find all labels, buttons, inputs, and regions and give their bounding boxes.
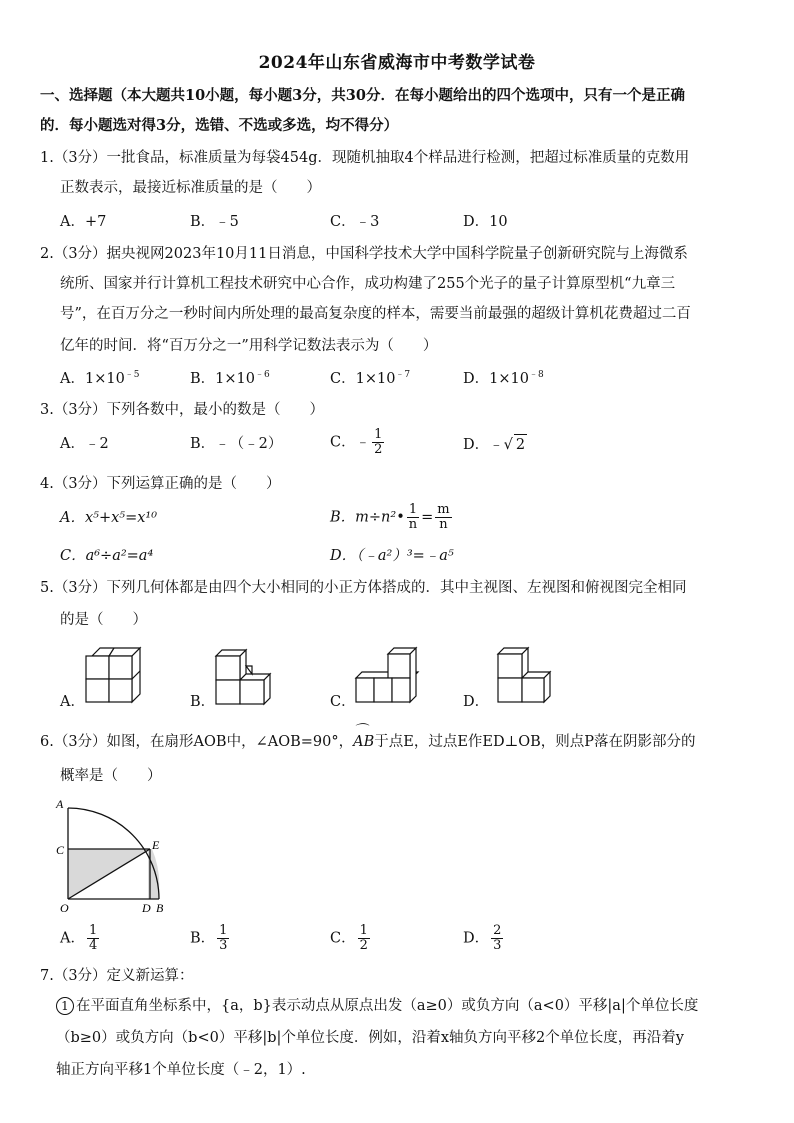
q2-option-d: D．$1\times 10^{﹣8}$ (463, 370, 544, 387)
q6-sector-figure (54, 796, 174, 916)
label-b: B (156, 901, 164, 915)
label-e: E (152, 838, 160, 852)
q5-option-c-label: C． (330, 694, 356, 710)
q5-stem-line-1: 5.（3分）下列几何体都是由四个大小相同的小正方体搭成的．其中主视图、左视图和俯视图完全相同 (40, 580, 687, 596)
q7-stem-line-2: 1 在平面直角坐标系中，{a，b}表示动点从原点出发（a≥0）或负方向（a<0）平移|a|个单位长度 (56, 996, 698, 1016)
q6-stem-line-1: 6.（3分）如图，在扇形AOB中，∠AOB=90°，⌒ AB于点E，过点E作ED⊥OB，则点P落在阴影部分的 (40, 732, 696, 752)
circled-number: 1 (56, 997, 74, 1015)
q2-stem-line-2: 统所、国家并行计算机工程技术研究中心合作，成功构建了255个光子的量子计算原型机“九章三 (60, 276, 676, 292)
q3-option-c: C．﹣ $\frac{1}{2}$ (330, 427, 383, 457)
q2-stem-line-3: 号”，在百万分之一秒时间内所处理的最高复杂度的样本，需要当前最强的超级计算机花费超过二百 (60, 306, 691, 322)
q1-stem-line-2: 正数表示，最接近标准质量的是（ ） (60, 180, 321, 196)
q1-option-d: D．10 (463, 214, 508, 230)
label-c: C (56, 843, 65, 857)
q4-option-b: B．m÷n²• $\frac{1}{n}$ = $\frac{m}{n}$ (330, 502, 450, 532)
label-o: O (60, 901, 69, 915)
q6-stem-line-2: 概率是（ ） (60, 768, 162, 784)
arc-ab: ⌒ AB (353, 732, 374, 752)
q4-stem: 4.（3分）下列运算正确的是（ ） (40, 476, 281, 492)
q2-option-c: C．$1\times 10^{﹣7}$ (330, 370, 411, 387)
q5-option-a-label: A． (60, 694, 85, 710)
section-header-line-2: 的．每小题选对得3分，选错、不选或多选，均不得分） (40, 117, 399, 134)
section-header-line-1: 一、选择题（本大题共10小题，每小题3分，共30分．在每小题给出的四个选项中，只有一个是正确 (40, 87, 685, 104)
q5-figure-b (214, 646, 278, 708)
q5-figure-c (354, 644, 420, 708)
q3-option-a: A．﹣2 (60, 436, 109, 452)
q7-stem-line-3: （b≥0）或负方向（b<0）平移|b|个单位长度．例如，沿着x轴负方向平移2个单位长度，再沿着y (56, 1030, 684, 1046)
q1-option-a: A．+7 (60, 214, 107, 230)
q1-stem-line-1: 1.（3分）一批食品，标准质量为每袋454g．现随机抽取4个样品进行检测，把超过标准质量的克数用 (40, 150, 690, 166)
label-d: D (142, 901, 151, 915)
q2-option-a: A．$1\times 10^{﹣5}$ (60, 370, 140, 387)
q5-option-b-label: B． (190, 694, 216, 710)
q7-stem-line-1: 7.（3分）定义新运算： (40, 968, 194, 984)
q1-option-c: C．﹣3 (330, 214, 380, 230)
q5-stem-line-2: 的是（ ） (60, 612, 147, 628)
q5-figure-d (488, 644, 552, 708)
q5-figure-a (84, 646, 144, 706)
label-a: A (56, 797, 64, 811)
q6-option-a: A． $\frac{1}{4}$ (60, 923, 98, 953)
q7-stem-line-4: 轴正方向平移1个单位长度（﹣2，1）. (56, 1062, 306, 1078)
q4-option-a: A．x⁵+x⁵=x¹⁰ (60, 510, 158, 526)
q2-stem-line-4: 亿年的时间．将“百万分之一”用科学记数法表示为（ ） (60, 338, 438, 354)
q2-option-b: B．$1\times 10^{﹣6}$ (190, 370, 270, 387)
q4-option-c: C．a⁶÷a²=a⁴ (60, 548, 154, 564)
q5-option-d-label: D． (463, 694, 490, 710)
q6-option-c: C． $\frac{1}{2}$ (330, 923, 368, 953)
q3-stem: 3.（3分）下列各数中，最小的数是（ ） (40, 402, 325, 418)
page-title: 2024年山东省威海市中考数学试卷 (258, 53, 536, 73)
q3-option-b: B．﹣（﹣2） (190, 436, 283, 452)
q6-option-b: B． $\frac{1}{3}$ (190, 923, 228, 953)
q3-option-d: D．﹣√ 2 (463, 434, 527, 455)
q2-stem-line-1: 2.（3分）据央视网2023年10月11日消息，中国科学技术大学中国科学院量子创新研究院与上海微系 (40, 246, 688, 262)
q1-option-b: B．﹣5 (190, 214, 239, 230)
q6-option-d: D． $\frac{2}{3}$ (463, 923, 502, 953)
q4-option-d: D．（﹣a²）³=﹣a⁵ (330, 548, 454, 564)
